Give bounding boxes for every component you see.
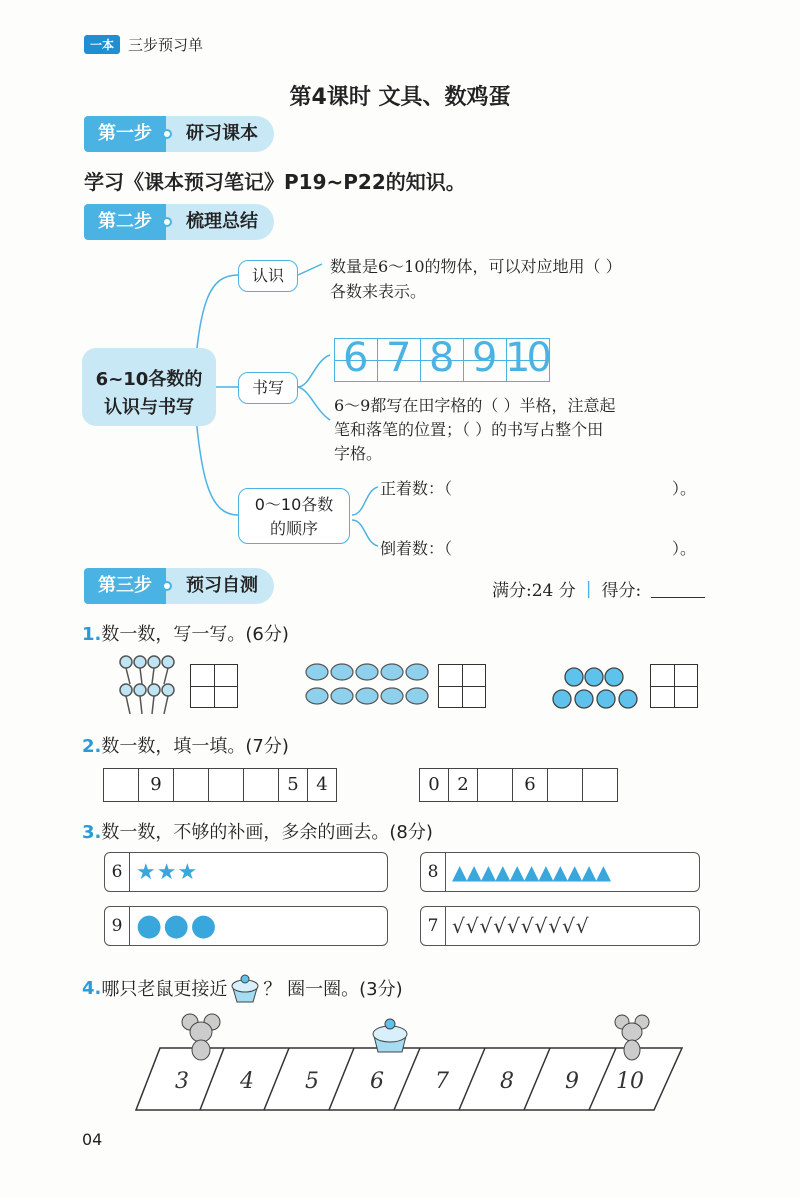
writing-line2: 笔和落笔的位置；（ ）的书写占整个田 [334,420,604,439]
score-label: 得分: [601,581,642,601]
step3-header [84,568,274,604]
cupcake-target-icon [373,1019,407,1052]
answer-box-3[interactable] [650,664,698,708]
backward-count [380,536,452,559]
q3-box-number: 6 [105,853,130,891]
writing-line3: 字格。 [334,444,383,463]
seq-cell: 9 [138,768,174,802]
q3-box-number: 7 [421,907,446,945]
candy-icon [304,660,436,710]
q3-box-triangles[interactable] [420,852,700,892]
q1-number: 1. [82,624,102,645]
full-score: 满分:24 分 [492,581,576,601]
writing-line1: 6～9都写在田字格的（ ）半格，注意起 [334,396,616,415]
q4-number: 4. [82,977,102,999]
step1-badge: 第一步 [84,116,166,152]
step1-label: 研习课本 [166,116,274,152]
q2-sequence-2 [420,768,618,802]
q1-text: 数一数，写一写。(6分) [101,624,289,645]
recognize-line1: 数量是6～10的物体，可以对应地用（ ） [330,257,622,276]
forward-label: 正着数：（ [380,479,453,498]
backward-close: ）。 [672,539,697,558]
mindmap-center-line2: 认识与书写 [104,397,194,418]
q1-title [82,620,289,646]
star-icon: ★★★ [136,859,199,885]
triangle-icon: ▲▲▲▲▲▲▲▲▲▲▲ [452,860,611,884]
q3-box-number: 8 [421,853,446,891]
track-cell: 6 [370,1069,384,1094]
q3-box-checks[interactable] [420,906,700,946]
node-recognize-text [330,254,622,304]
answer-box-1[interactable] [190,664,238,708]
track-cell: 5 [305,1069,319,1094]
track-cell: 8 [500,1069,514,1094]
q3-title [82,818,433,844]
step3-badge: 第三步 [84,568,166,604]
step3-label: 预习自测 [166,568,274,604]
seq-cell: 4 [307,768,337,802]
order-label1: 0～10各数 [254,495,334,514]
score-divider: | [585,578,592,599]
step1-text: 学习《课本预习笔记》P19~P22的知识。 [84,170,466,194]
seq-cell[interactable] [103,768,139,802]
forward-count [380,476,452,499]
track-cell: 4 [240,1069,254,1094]
node-order [238,488,350,544]
seq-cell[interactable] [173,768,209,802]
q4-title [82,970,403,1006]
q3-number: 3. [82,822,102,843]
q2-text: 数一数，填一填。(7分) [101,736,289,757]
number-track [130,1010,690,1115]
order-label2: 的顺序 [269,519,318,538]
track-cell: 10 [616,1069,644,1094]
circle-icon: ●●● [136,908,218,943]
recognize-line2: 各数来表示。 [330,282,427,301]
brand-name: 三步预习单 [128,36,204,54]
node-writing-text [334,394,615,466]
q3-box-circles[interactable] [104,906,388,946]
seq-cell[interactable] [477,768,513,802]
seq-cell[interactable] [582,768,618,802]
cupcake-icon [227,970,263,1006]
q3-box-number: 9 [105,907,130,945]
seq-cell: 5 [278,768,308,802]
track-cell: 7 [435,1069,449,1094]
seq-cell[interactable] [208,768,244,802]
score-area [492,576,705,601]
seq-cell[interactable] [243,768,279,802]
digit-cell: 8 [420,338,464,382]
page-number: 04 [82,1130,103,1149]
step2-label: 梳理总结 [166,204,274,240]
step2-badge: 第二步 [84,204,166,240]
digit-cell: 6 [334,338,378,382]
forward-close: ）。 [672,479,697,498]
q4-text1: 哪只老鼠更接近 [101,979,228,1000]
q2-sequence-1 [104,768,337,802]
q4-text2: ？ 圈一圈。(3分) [263,979,403,1000]
checkmark-icon: √√√√√√√√√√ [452,914,590,938]
mindmap-center-line1: 6~10各数的 [95,369,203,390]
q3-text: 数一数，不够的补画，多余的画去。(8分) [101,822,433,843]
apple-icon [550,666,642,712]
q2-number: 2. [82,736,102,757]
digit-cell: 10 [506,338,550,382]
brand-logo: 一本 [84,35,120,54]
node-recognize: 认识 [238,260,298,292]
answer-box-2[interactable] [438,664,486,708]
mindmap-center [82,348,216,426]
digit-cell: 7 [377,338,421,382]
lollipop-icon [116,654,186,720]
q3-box-stars[interactable] [104,852,388,892]
track-cell: 3 [175,1069,189,1094]
seq-cell[interactable] [547,768,583,802]
lesson-title: 第4课时 文具、数鸡蛋 [289,85,511,110]
track-cell: 9 [565,1069,579,1094]
score-blank[interactable] [651,579,705,598]
seq-cell: 6 [512,768,548,802]
node-writing: 书写 [238,372,298,404]
backward-label: 倒着数：（ [380,539,453,558]
seq-cell: 2 [448,768,478,802]
digit-writing-grid [334,335,550,382]
digit-cell: 9 [463,338,507,382]
q2-title [82,732,289,758]
seq-cell: 0 [419,768,449,802]
